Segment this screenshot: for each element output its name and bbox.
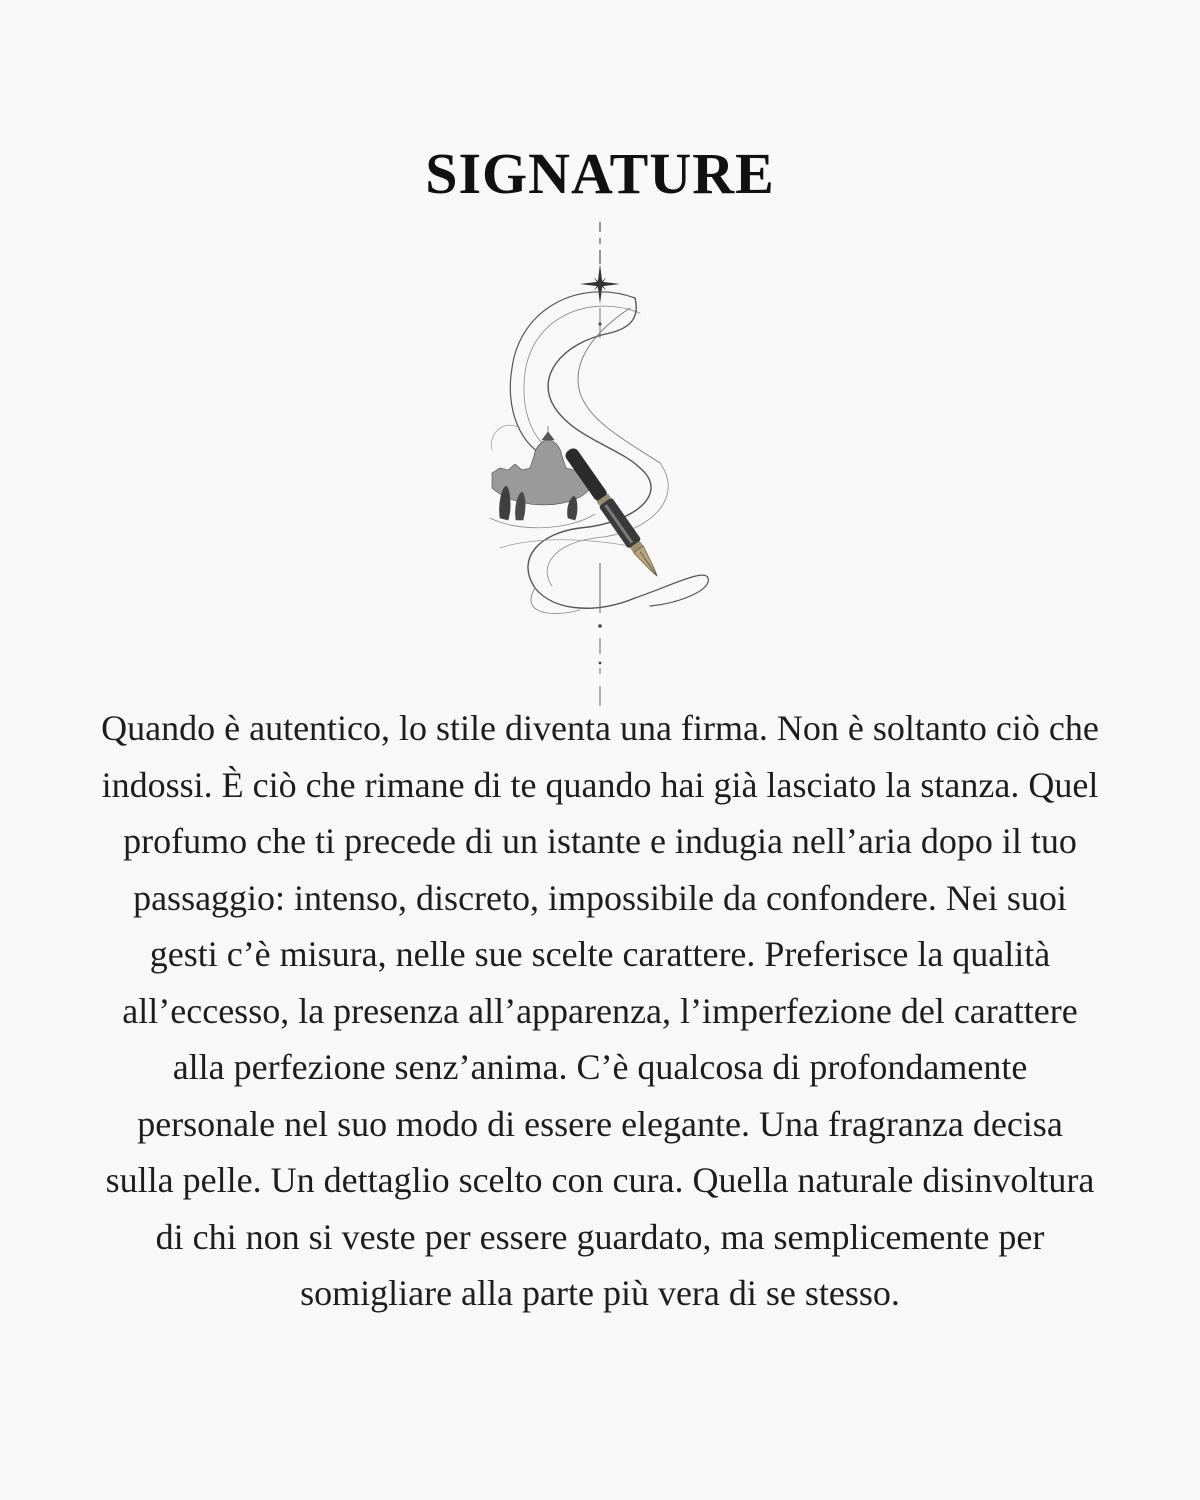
body-paragraph: Quando è autentico, lo stile diventa una firma. Non è soltanto ciò che indossi. È ciò che rimane di te quando hai già lasciato la stanza. Quel profumo che ti precede di un istante e indugia nell’aria dopo il tuo passaggio: intenso, discreto, impossibile da confondere. Nei suoi gesti c’è misura, nelle sue scelte carattere. Preferisce la qualità all’eccesso, la presenza all’apparenza, l’imperfezione del carattere alla perfezione senz’anima. C’è qualcosa di profondamente personale nel suo modo di essere elegante. Una fragranza decisa sulla pelle. Un dettaglio scelto con cura. Quella naturale disinvoltura di chi non si veste per essere guardato, ma semplicemente per somigliare alla parte più vera di se stesso. — [101, 708, 1099, 1313]
page-title: SIGNATURE — [425, 141, 775, 206]
star-icon — [580, 264, 620, 304]
fountain-pen-ribbon-illustration — [460, 218, 740, 708]
fountain-pen-icon — [562, 446, 663, 581]
